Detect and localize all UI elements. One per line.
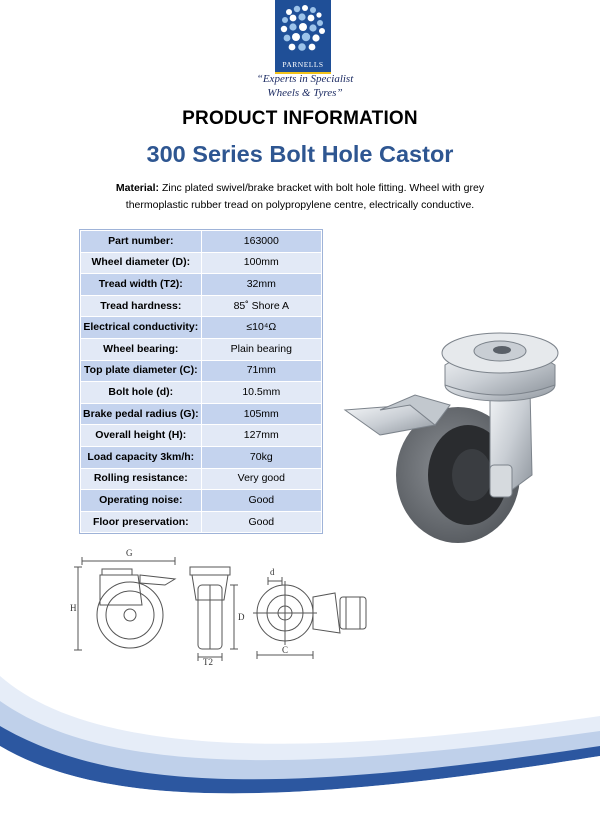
spec-label: Load capacity 3km/h: xyxy=(81,446,202,468)
table-row xyxy=(81,468,322,490)
spec-label: Floor preservation: xyxy=(81,511,202,533)
spec-value: 10.5mm xyxy=(201,382,321,404)
dim-label-h: H xyxy=(70,603,77,613)
spec-value: 105mm xyxy=(201,403,321,425)
table-row xyxy=(81,295,322,317)
spec-label: Bolt hole (d): xyxy=(81,382,202,404)
logo-dots-graphic xyxy=(275,0,331,60)
spec-value: 70kg xyxy=(201,446,321,468)
spec-label: Overall height (H): xyxy=(81,425,202,447)
spec-value: Good xyxy=(201,511,321,533)
spec-label: Top plate diameter (C): xyxy=(81,360,202,382)
spec-value: Good xyxy=(201,490,321,512)
dim-label-c: C xyxy=(282,645,289,655)
table-row xyxy=(81,511,322,533)
page-heading: PRODUCT INFORMATION xyxy=(182,108,418,129)
spec-value: 100mm xyxy=(201,252,321,274)
spec-label: Tread hardness: xyxy=(81,295,202,317)
spec-table xyxy=(80,230,322,533)
table-row xyxy=(81,490,322,512)
table-row xyxy=(81,403,322,425)
spec-value: 163000 xyxy=(201,231,321,253)
spec-value: 85˚ Shore A xyxy=(201,295,321,317)
table-row xyxy=(81,382,322,404)
tagline-line-1: “Experts in Specialist xyxy=(256,73,354,85)
spec-value: Plain bearing xyxy=(201,338,321,360)
spec-value: 71mm xyxy=(201,360,321,382)
material-description xyxy=(90,180,510,214)
table-row xyxy=(81,252,322,274)
spec-value: Very good xyxy=(201,468,321,490)
spec-label: Wheel diameter (D): xyxy=(81,252,202,274)
dim-label-d-upper: D xyxy=(238,612,245,622)
dim-label-d-lower: d xyxy=(270,567,275,577)
parnells-logo xyxy=(275,0,331,74)
table-row xyxy=(81,231,322,253)
table-row xyxy=(81,317,322,339)
table-row xyxy=(81,274,322,296)
logo-wordmark: PARNELLS xyxy=(282,60,324,69)
spec-value: 32mm xyxy=(201,274,321,296)
spec-label: Operating noise: xyxy=(81,490,202,512)
spec-label: Part number: xyxy=(81,231,202,253)
spec-label: Wheel bearing: xyxy=(81,338,202,360)
table-row xyxy=(81,360,322,382)
footer-wave-decoration xyxy=(0,606,600,836)
spec-label: Electrical conductivity: xyxy=(81,317,202,339)
dim-label-t2: T2 xyxy=(203,657,213,665)
table-row xyxy=(81,446,322,468)
spec-value: 127mm xyxy=(201,425,321,447)
dim-label-g: G xyxy=(126,548,133,558)
material-label: Material: xyxy=(115,182,160,194)
product-title: 300 Series Bolt Hole Castor xyxy=(146,141,454,167)
material-text: Zinc plated swivel/brake bracket with bolt hole fitting. Wheel with grey thermoplastic rubber tread on polypropylene centre, electrically conductive. xyxy=(125,182,485,211)
castor-product-image xyxy=(340,325,570,550)
table-row xyxy=(81,338,322,360)
spec-value: ≤10⁴Ω xyxy=(201,317,321,339)
tagline-line-2: Wheels & Tyres” xyxy=(267,87,343,99)
spec-label: Rolling resistance: xyxy=(81,468,202,490)
spec-label: Brake pedal radius (G): xyxy=(81,403,202,425)
spec-label: Tread width (T2): xyxy=(81,274,202,296)
table-row xyxy=(81,425,322,447)
